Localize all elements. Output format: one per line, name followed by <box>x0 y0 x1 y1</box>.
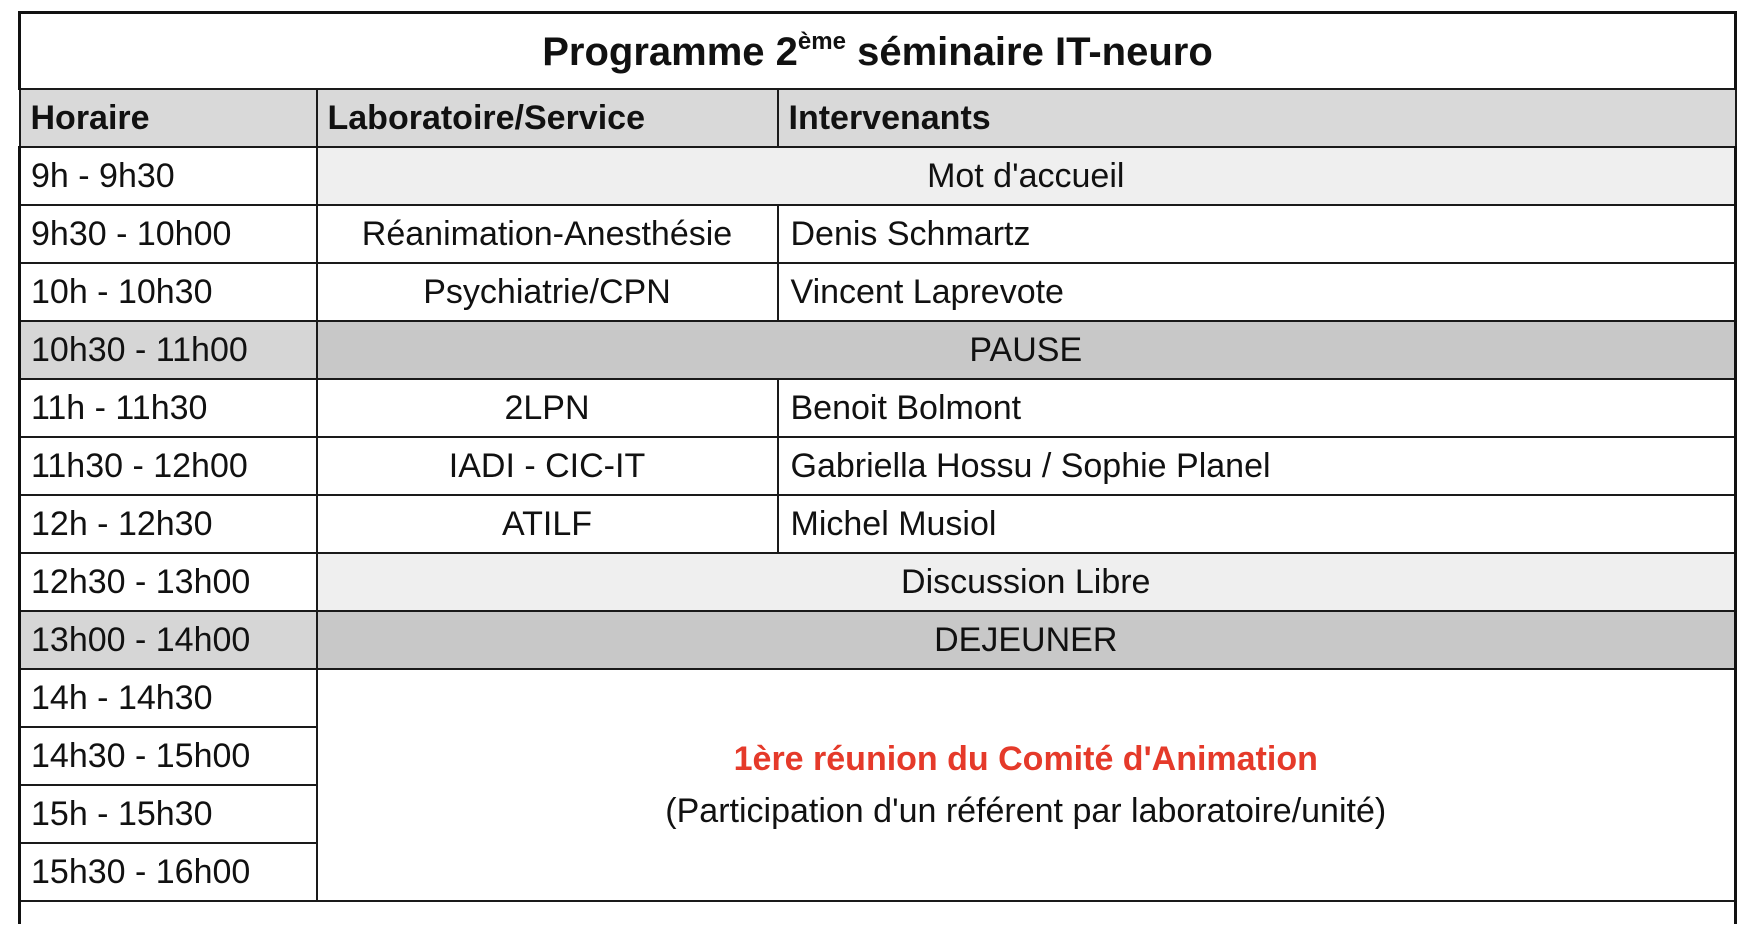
lab-cell: 2LPN <box>317 379 778 437</box>
time-cell: 14h30 - 15h00 <box>20 727 317 785</box>
footer-cell <box>20 901 1736 924</box>
speaker-cell: Benoit Bolmont <box>778 379 1736 437</box>
header-horaire: Horaire <box>20 89 317 147</box>
header-row <box>20 89 1736 147</box>
table-row <box>20 321 1736 379</box>
span-cell: Discussion Libre <box>317 553 1736 611</box>
time-cell: 13h00 - 14h00 <box>20 611 317 669</box>
time-cell: 9h30 - 10h00 <box>20 205 317 263</box>
meeting-title: 1ère réunion du Comité d'Animation <box>733 740 1318 778</box>
time-cell: 9h - 9h30 <box>20 147 317 205</box>
span-cell: Mot d'accueil <box>317 147 1736 205</box>
header-laboratoire: Laboratoire/Service <box>317 89 778 147</box>
lab-cell: ATILF <box>317 495 778 553</box>
time-cell: 15h30 - 16h00 <box>20 843 317 901</box>
programme-table <box>18 11 1737 924</box>
meeting-cell <box>317 669 1736 901</box>
title-prefix: Programme 2 <box>542 29 798 74</box>
time-cell: 10h30 - 11h00 <box>20 321 317 379</box>
footer-row <box>20 901 1736 924</box>
title-suffix: séminaire IT-neuro <box>845 29 1213 74</box>
table-row <box>20 147 1736 205</box>
speaker-cell: Gabriella Hossu / Sophie Planel <box>778 437 1736 495</box>
time-cell: 15h - 15h30 <box>20 785 317 843</box>
table-row <box>20 205 1736 263</box>
time-cell: 12h30 - 13h00 <box>20 553 317 611</box>
table-row <box>20 669 1736 727</box>
speaker-cell: Denis Schmartz <box>778 205 1736 263</box>
time-cell: 11h - 11h30 <box>20 379 317 437</box>
lunch-cell: DEJEUNER <box>317 611 1736 669</box>
meeting-subtitle: (Participation d'un référent par laboratoire/unité) <box>665 792 1387 830</box>
lab-cell: Psychiatrie/CPN <box>317 263 778 321</box>
time-cell: 12h - 12h30 <box>20 495 317 553</box>
lab-cell: Réanimation-Anesthésie <box>317 205 778 263</box>
programme-sheet <box>18 11 1734 924</box>
table-row <box>20 495 1736 553</box>
title-superscript: ème <box>797 27 846 55</box>
time-cell: 11h30 - 12h00 <box>20 437 317 495</box>
table-title <box>20 13 1736 90</box>
table-row <box>20 553 1736 611</box>
speaker-cell: Vincent Laprevote <box>778 263 1736 321</box>
pause-cell: PAUSE <box>317 321 1736 379</box>
time-cell: 14h - 14h30 <box>20 669 317 727</box>
table-row <box>20 263 1736 321</box>
time-cell: 10h - 10h30 <box>20 263 317 321</box>
header-intervenants: Intervenants <box>778 89 1736 147</box>
table-row <box>20 437 1736 495</box>
speaker-cell: Michel Musiol <box>778 495 1736 553</box>
table-row <box>20 379 1736 437</box>
table-row <box>20 611 1736 669</box>
lab-cell: IADI - CIC-IT <box>317 437 778 495</box>
